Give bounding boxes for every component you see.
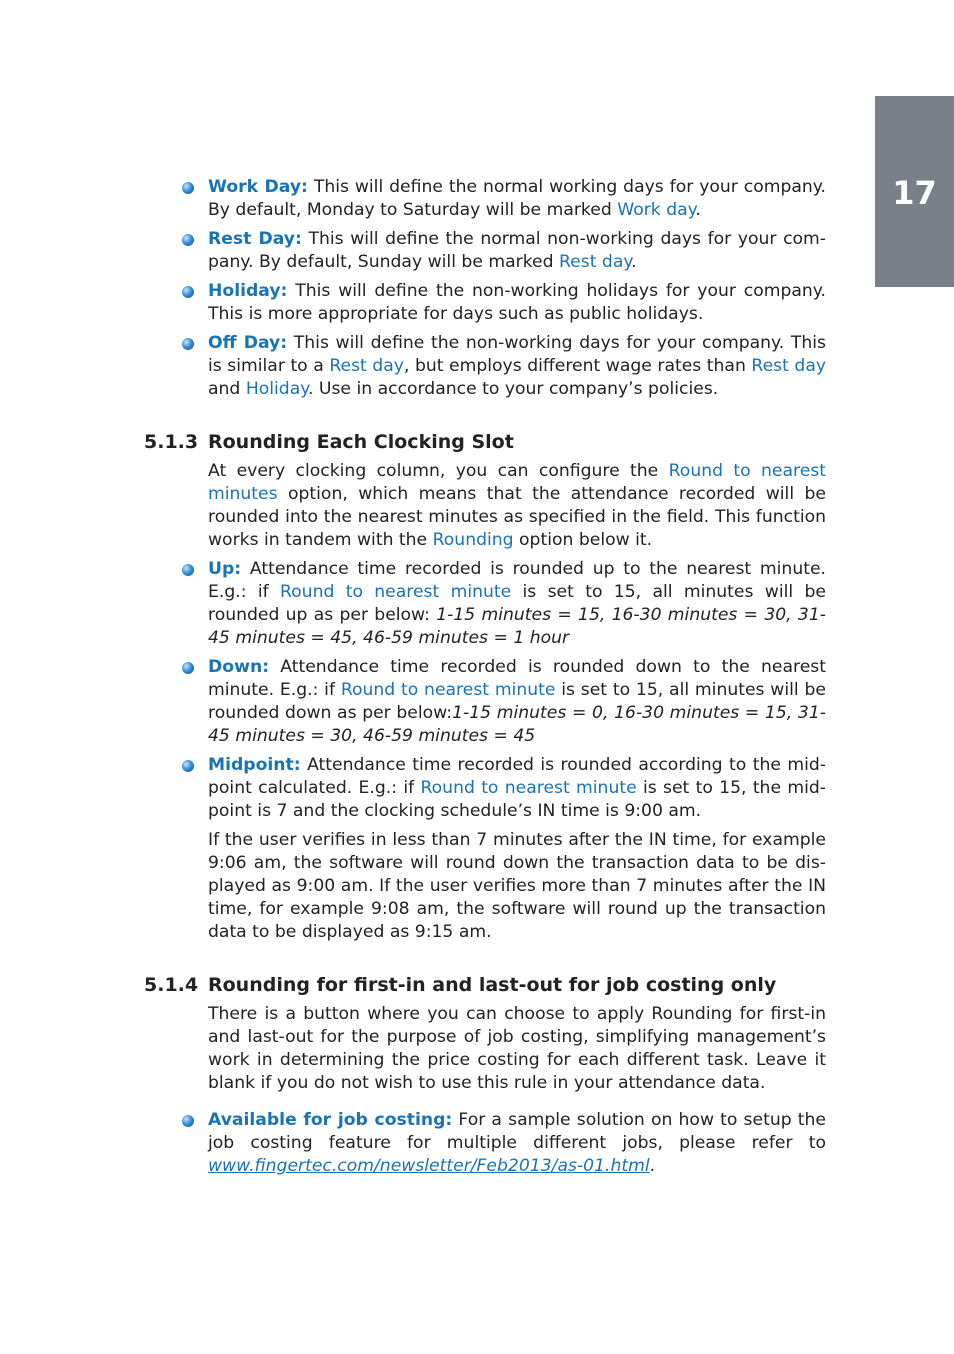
term-up: Up:: [208, 559, 242, 579]
list-item-up: Up: Attendance time recorded is rounded up to the nearest minute. E.g.: if Round to nearest minute is set to 15, all minutes will be rounded up as per below: 1-15 minutes = 15, 16-30 minutes = 30, 31-45 minutes = 45, 46-59 minutes = 1 hour: [180, 558, 826, 650]
ref-round-to-nearest: Round to nearest minutes: [208, 461, 826, 504]
term-rest-day: Rest Day:: [208, 229, 302, 249]
list-item-down: Down: Attendance time recorded is rounded down to the nearest minute. E.g.: if Round to nearest minute is set to 15, all minutes will be rounded down as per below:1-15 minutes = 0, 16-30 minutes = 15, 31-45 minutes = 30, 46-59 minutes = 45: [180, 656, 826, 748]
ref-round-to-nearest: Round to nearest minute: [279, 582, 512, 602]
section-number: 5.1.3: [144, 431, 199, 453]
midpoint-detail: If the user verifies in less than 7 minutes after the IN time, for example 9:06 am, the software will round down the transaction data to be dis-played as 9:00 am. If the user verifies more than 7 minutes after the IN time, for example 9:08 am, the software will round up the transaction data to be displayed as 9:15 am.: [208, 830, 826, 942]
term-work-day: Work Day:: [208, 177, 308, 197]
bullet-icon: [182, 182, 194, 194]
ref-work-day: Work day: [617, 200, 696, 220]
bullet-icon: [182, 338, 194, 350]
ref-rest-day: Rest day: [751, 356, 827, 376]
ref-round-to-nearest: Round to nearest minute: [340, 680, 556, 700]
page-content: [144, 176, 827, 1184]
bullet-icon: [182, 286, 194, 298]
section-title: Rounding Each Clocking Slot: [208, 431, 514, 453]
section-title: Rounding for first-in and last-out for job costing only: [208, 974, 777, 996]
list-item-holiday: Holiday: This will define the non-working holidays for your company. This is more appropriate for days such as public holidays.: [180, 280, 826, 326]
example-values: 1-15 minutes = 0, 16-30 minutes = 15, 31-45 minutes = 30, 46-59 minutes = 45: [208, 703, 826, 746]
ref-rest-day: Rest day: [559, 252, 632, 272]
term-holiday: Holiday:: [208, 281, 288, 301]
chapter-tab: [875, 96, 954, 287]
section-intro: At every clocking column, you can configure the Round to nearest minutes option, which means that the attendance recorded will be rounded into the nearest minutes as specified in the field. This function works in tandem with the Rounding option below it.: [208, 461, 826, 550]
ref-holiday: Holiday: [245, 379, 308, 399]
list-item-work-day: Work Day: This will define the normal working days for your company. By default, Monday to Saturday will be marked Work day.: [180, 176, 826, 222]
bullet-icon: [182, 760, 194, 772]
term-available-job-costing: Available for job costing:: [208, 1110, 453, 1130]
list-item-available-job-costing: Available for job costing: For a sample solution on how to setup the job costing feature for multiple different jobs, please refer to www.fingertec.com/newsletter/Feb2013/as-01.html.: [180, 1109, 826, 1178]
term-down: Down:: [208, 657, 270, 677]
newsletter-link[interactable]: www.fingertec.com/newsletter/Feb2013/as-01.html: [208, 1156, 650, 1176]
section-intro: There is a button where you can choose to apply Rounding for first-in and last-out for the purpose of job costing, simplifying management’s work in determining the price costing for each different task. Leave it blank if you do not wish to use this rule in your attendance data.: [208, 1004, 826, 1093]
page-number: 17: [892, 174, 937, 212]
example-values: 1-15 minutes = 15, 16-30 minutes = 30, 31-45 minutes = 45, 46-59 minutes = 1 hour: [208, 605, 826, 648]
bullet-icon: [182, 564, 194, 576]
bullet-icon: [182, 1115, 194, 1127]
section-heading-5-1-4: [144, 974, 826, 997]
term-off-day: Off Day:: [208, 333, 288, 353]
section-heading-5-1-3: [144, 431, 826, 454]
list-item-midpoint: Midpoint: Attendance time recorded is rounded according to the mid-point calculated. E.g.: if Round to nearest minute is set to 15, the mid-point is 7 and the clocking schedule’s IN time is 9:00 am.: [180, 754, 826, 823]
section-number: 5.1.4: [144, 974, 199, 996]
ref-rest-day: Rest day: [329, 356, 404, 376]
bullet-icon: [182, 234, 194, 246]
term-midpoint: Midpoint:: [208, 755, 301, 775]
bullet-icon: [182, 662, 194, 674]
ref-round-to-nearest: Round to nearest minute: [420, 778, 637, 798]
list-item-rest-day: Rest Day: This will define the normal non-working days for your com-pany. By default, Sunday will be marked Rest day.: [180, 228, 826, 274]
ref-rounding: Rounding: [432, 530, 514, 550]
list-item-off-day: Off Day: This will define the non-working days for your company. This is similar to a Rest day, but employs different wage rates than Rest day and Holiday. Use in accordance to your company’s policies.: [180, 332, 826, 401]
